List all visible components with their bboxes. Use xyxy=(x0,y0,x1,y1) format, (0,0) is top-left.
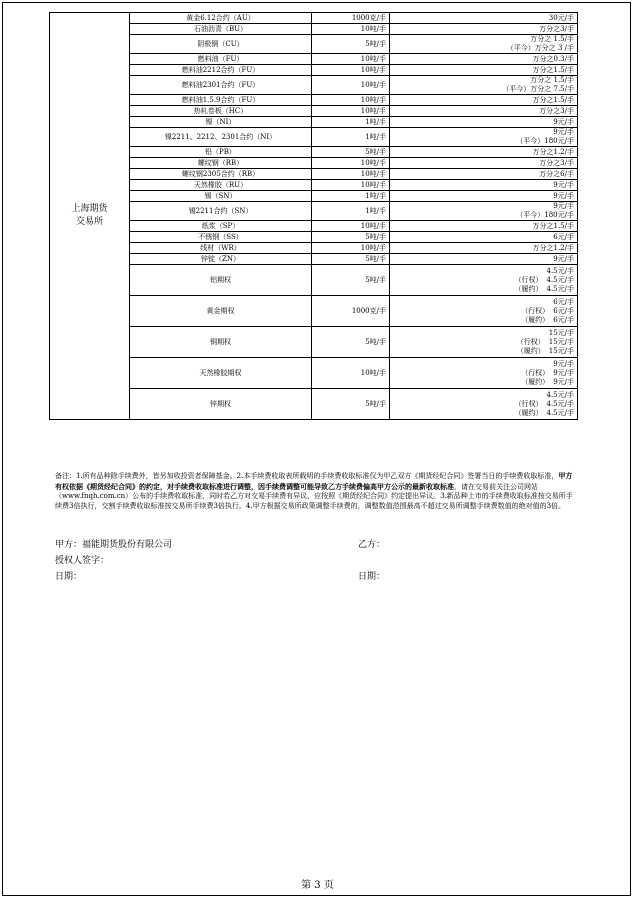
fee-line xyxy=(393,96,574,105)
trading-unit: 1000克/手 xyxy=(312,13,390,24)
fee-line xyxy=(393,409,574,418)
fee-value: 9元/手 xyxy=(553,359,574,368)
contract-name: 黄金6.12合约（AU） xyxy=(130,13,312,24)
trading-unit: 10吨/手 xyxy=(312,221,390,232)
contract-name: 线材（WR） xyxy=(130,243,312,254)
fee-line xyxy=(393,159,574,168)
fee-tag: （行权） xyxy=(516,337,545,346)
fee-value: 万分之 1.5/手 xyxy=(530,76,574,84)
fee-line xyxy=(393,148,574,157)
fee-value: 9元/手 xyxy=(553,117,574,126)
fee-line xyxy=(393,137,574,146)
fee-value: 9元/手 xyxy=(553,202,574,210)
table-row xyxy=(50,65,578,76)
fee-cell xyxy=(390,76,578,95)
fee-line xyxy=(393,307,574,316)
fee-line xyxy=(393,76,574,85)
fee-tag: （行权） xyxy=(514,399,543,408)
trading-unit: 10吨/手 xyxy=(312,158,390,169)
fee-cell xyxy=(390,180,578,191)
table-row xyxy=(50,202,578,221)
fee-line xyxy=(393,285,574,294)
contract-name: 锡（SN） xyxy=(130,191,312,202)
trading-unit: 10吨/手 xyxy=(312,95,390,106)
fee-value: 6元/手 xyxy=(553,306,574,315)
fee-value: （平今）180元/手 xyxy=(516,211,574,219)
fee-value: （平今）万分之 3 /手 xyxy=(506,44,574,52)
fee-value: 15元/手 xyxy=(548,328,574,337)
authorized-signature: 授权人签字： xyxy=(55,556,110,566)
fee-line xyxy=(393,107,574,116)
fee-cell xyxy=(390,243,578,254)
trading-unit: 10吨/手 xyxy=(312,358,390,389)
fee-line xyxy=(393,369,574,378)
fee-value: 15元/手 xyxy=(548,337,574,346)
fee-tag: （行权） xyxy=(521,306,550,315)
trading-unit: 5吨/手 xyxy=(312,232,390,243)
fee-line xyxy=(393,329,574,338)
fee-value: 4.5元/手 xyxy=(546,284,574,293)
party-b: 乙方： xyxy=(358,540,386,550)
page-number: 第 3 页 xyxy=(301,880,334,891)
table-row xyxy=(50,265,578,296)
fee-cell xyxy=(390,221,578,232)
fee-cell xyxy=(390,358,578,389)
fee-value: 万分之0.3/手 xyxy=(532,54,574,63)
fee-line xyxy=(393,222,574,231)
table-row xyxy=(50,254,578,265)
fee-table xyxy=(49,12,578,420)
fee-line xyxy=(393,55,574,64)
trading-unit: 10吨/手 xyxy=(312,243,390,254)
contract-name: 镍（NI） xyxy=(130,117,312,128)
table-row xyxy=(50,169,578,180)
fee-value: 15元/手 xyxy=(548,346,574,355)
fee-value: 4.5元/手 xyxy=(546,275,574,284)
contract-name: 天然橡胶期权 xyxy=(130,358,312,389)
fee-cell xyxy=(390,95,578,106)
fee-cell xyxy=(390,13,578,24)
contract-name: 镍2211、2212、2301合约（NI） xyxy=(130,128,312,147)
table-row xyxy=(50,158,578,169)
fee-line xyxy=(393,44,574,53)
fee-line xyxy=(393,378,574,387)
fee-cell xyxy=(390,54,578,65)
exchange-cell: 上海期货 交易所 xyxy=(50,13,130,420)
notes-text-2: ，请在交易前关注公司网站（www.fnqh.com.cn）公布的手续费收取标准，同时若乙方对交易手续费有异议，应按照《期货经纪合同》约定提出异议。3.新品种上市的手续费收取标准按交易所手续费3倍执行，交割手续费收取标准按交易所手续费3倍执行。4.甲方根据交易所政策调整手续费的，调整数值范围最高不超过交易所调整手续费数值的绝对值的3倍。 xyxy=(55,482,573,510)
fee-value: 9元/手 xyxy=(553,377,574,386)
fee-line xyxy=(393,192,574,201)
table-row xyxy=(50,232,578,243)
fee-line xyxy=(393,211,574,220)
fee-line xyxy=(393,391,574,400)
table-row xyxy=(50,327,578,358)
notes-bold: 甲方有权依据《期货经纪合同》的约定，对手续费收取标准进行调整，因手续费调整可能导致乙方手续费偏高甲方公示的最新收取标准 xyxy=(55,471,573,491)
trading-unit: 5吨/手 xyxy=(312,327,390,358)
trading-unit: 10吨/手 xyxy=(312,76,390,95)
fee-value: 万分之1.5/手 xyxy=(532,95,574,104)
contract-name: 螺纹钢2305合约（RB） xyxy=(130,169,312,180)
fee-value: 万分之1.5/手 xyxy=(532,221,574,230)
fee-value: 万分之 1.5/手 xyxy=(530,35,574,43)
notes xyxy=(55,471,575,511)
fee-value: 6元/手 xyxy=(553,297,574,306)
fee-cell xyxy=(390,327,578,358)
trading-unit: 10吨/手 xyxy=(312,106,390,117)
fee-tag: （履约） xyxy=(521,377,550,386)
fee-value: 4.5元/手 xyxy=(546,399,574,408)
fee-line xyxy=(393,181,574,190)
fee-value: 9元/手 xyxy=(553,254,574,263)
fee-value: 30元/手 xyxy=(548,13,574,22)
trading-unit: 10吨/手 xyxy=(312,24,390,35)
trading-unit: 5吨/手 xyxy=(312,389,390,420)
contract-name: 螺纹钢（RB） xyxy=(130,158,312,169)
fee-value: 万分之1.5/手 xyxy=(532,65,574,74)
fee-line xyxy=(393,128,574,137)
trading-unit: 1吨/手 xyxy=(312,128,390,147)
fee-cell xyxy=(390,296,578,327)
fee-line xyxy=(393,347,574,356)
fee-line xyxy=(393,170,574,179)
fee-tag: （履约） xyxy=(521,315,550,324)
fee-value: 万分之3/手 xyxy=(539,24,574,33)
fee-value: 4.5元/手 xyxy=(546,408,574,417)
fee-cell xyxy=(390,158,578,169)
table-row xyxy=(50,358,578,389)
table-row xyxy=(50,221,578,232)
fee-tag: （履约） xyxy=(516,346,545,355)
table-row xyxy=(50,76,578,95)
table-row xyxy=(50,54,578,65)
date-a: 日期： xyxy=(55,572,83,582)
fee-cell xyxy=(390,202,578,221)
fee-cell xyxy=(390,65,578,76)
fee-value: （平今）180元/手 xyxy=(516,137,574,145)
table-row xyxy=(50,389,578,420)
fee-cell xyxy=(390,232,578,243)
fee-value: 9元/手 xyxy=(553,191,574,200)
fee-tag: （行权） xyxy=(514,275,543,284)
table-row xyxy=(50,243,578,254)
contract-name: 阴极铜（CU） xyxy=(130,35,312,54)
table-row xyxy=(50,117,578,128)
fee-value: 9元/手 xyxy=(553,368,574,377)
contract-name: 燃料油（FU） xyxy=(130,54,312,65)
trading-unit: 1000克/手 xyxy=(312,296,390,327)
table-row xyxy=(50,95,578,106)
contract-name: 燃料油1.5.9合约（FU） xyxy=(130,95,312,106)
fee-value: 4.5元/手 xyxy=(546,266,574,275)
trading-unit: 1吨/手 xyxy=(312,117,390,128)
fee-cell xyxy=(390,24,578,35)
contract-name: 燃料油2301合约（FU） xyxy=(130,76,312,95)
contract-name: 纸浆（SP） xyxy=(130,221,312,232)
fee-line xyxy=(393,338,574,347)
fee-cell xyxy=(390,106,578,117)
contract-name: 锌期权 xyxy=(130,389,312,420)
fee-value: 9元/手 xyxy=(553,128,574,136)
trading-unit: 1吨/手 xyxy=(312,202,390,221)
fee-tag: （履约） xyxy=(514,284,543,293)
fee-cell xyxy=(390,191,578,202)
fee-line xyxy=(393,400,574,409)
party-a: 甲方：福能期货股份有限公司 xyxy=(55,540,173,550)
fee-line xyxy=(393,202,574,211)
trading-unit: 1吨/手 xyxy=(312,191,390,202)
trading-unit: 5吨/手 xyxy=(312,147,390,158)
table-row xyxy=(50,35,578,54)
table-row xyxy=(50,128,578,147)
fee-value: 万分之3/手 xyxy=(539,106,574,115)
contract-name: 燃料油2212合约（FU） xyxy=(130,65,312,76)
trading-unit: 5吨/手 xyxy=(312,265,390,296)
fee-cell xyxy=(390,265,578,296)
contract-name: 铜期权 xyxy=(130,327,312,358)
fee-line xyxy=(393,35,574,44)
fee-line xyxy=(393,360,574,369)
contract-name: 铝期权 xyxy=(130,265,312,296)
table-row xyxy=(50,106,578,117)
table-row xyxy=(50,180,578,191)
fee-value: 万分之6/手 xyxy=(539,169,574,178)
table-row xyxy=(50,147,578,158)
fee-cell xyxy=(390,389,578,420)
fee-tag: （行权） xyxy=(521,368,550,377)
contract-name: 锡2211合约（SN） xyxy=(130,202,312,221)
fee-line xyxy=(393,85,574,94)
fee-value: 6元/手 xyxy=(553,232,574,241)
table-row xyxy=(50,13,578,24)
fee-line xyxy=(393,118,574,127)
trading-unit: 10吨/手 xyxy=(312,180,390,191)
trading-unit: 5吨/手 xyxy=(312,35,390,54)
table-row xyxy=(50,296,578,327)
fee-line xyxy=(393,25,574,34)
notes-text-1: 备注：1.所有品种除手续费外，皆另加收投资者保障基金。2.本手续费收取表所载明的手续费收取标准仅为甲乙双方《期货经纪合同》签署当日的手续费收取标准， xyxy=(55,472,559,480)
fee-line xyxy=(393,233,574,242)
fee-cell xyxy=(390,128,578,147)
contract-name: 热轧卷板（HC） xyxy=(130,106,312,117)
fee-cell xyxy=(390,169,578,180)
fee-value: 9元/手 xyxy=(553,180,574,189)
fee-value: 万分之1.2/手 xyxy=(532,147,574,156)
fee-value: 6元/手 xyxy=(553,315,574,324)
trading-unit: 5吨/手 xyxy=(312,254,390,265)
contract-name: 天然橡胶（RU） xyxy=(130,180,312,191)
fee-tag: （履约） xyxy=(514,408,543,417)
table-row xyxy=(50,24,578,35)
fee-line xyxy=(393,255,574,264)
contract-name: 不锈钢（SS） xyxy=(130,232,312,243)
contract-name: 黄金期权 xyxy=(130,296,312,327)
fee-value: 4.5元/手 xyxy=(546,390,574,399)
contract-name: 锌锭（ZN） xyxy=(130,254,312,265)
fee-value: 万分之3/手 xyxy=(539,158,574,167)
fee-cell xyxy=(390,35,578,54)
contract-name: 铅（PB） xyxy=(130,147,312,158)
fee-line xyxy=(393,244,574,253)
fee-line xyxy=(393,298,574,307)
fee-cell xyxy=(390,147,578,158)
date-b: 日期： xyxy=(358,572,386,582)
fee-line xyxy=(393,276,574,285)
trading-unit: 10吨/手 xyxy=(312,65,390,76)
fee-value: （平今）万分之 7.5/手 xyxy=(502,85,574,93)
fee-value: 万分之1.2/手 xyxy=(532,243,574,252)
fee-cell xyxy=(390,254,578,265)
contract-name: 石油沥青（BU） xyxy=(130,24,312,35)
fee-line xyxy=(393,267,574,276)
fee-line xyxy=(393,316,574,325)
fee-line xyxy=(393,14,574,23)
trading-unit: 10吨/手 xyxy=(312,54,390,65)
trading-unit: 10吨/手 xyxy=(312,169,390,180)
fee-line xyxy=(393,66,574,75)
fee-cell xyxy=(390,117,578,128)
table-row xyxy=(50,191,578,202)
